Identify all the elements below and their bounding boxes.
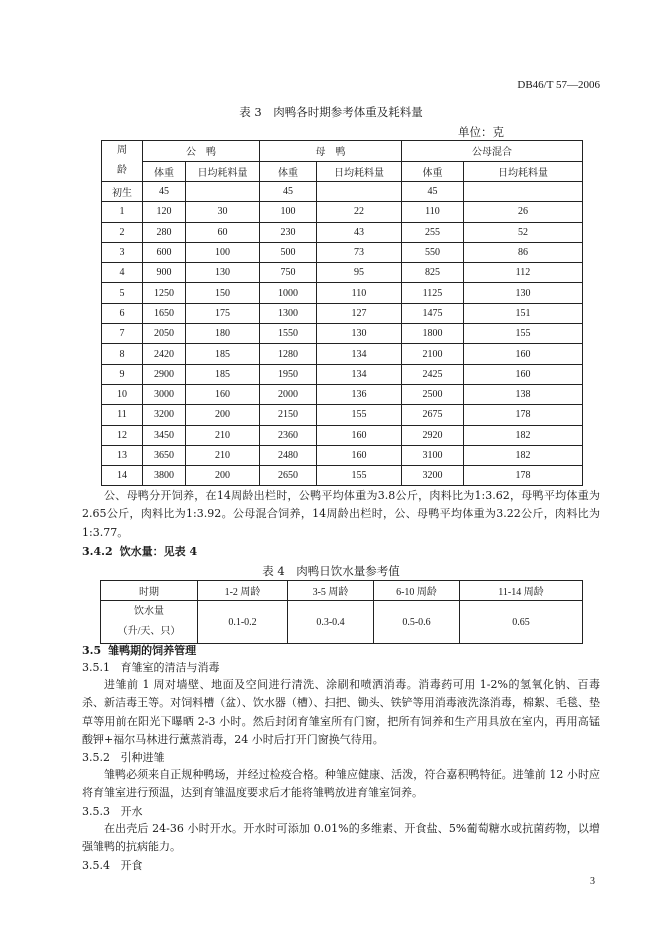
cell-mixed-weight: 1475 [402, 303, 464, 323]
heading-3-5-1-text: 育雏室的清洁与消毒 [120, 661, 220, 674]
table-3-row [102, 222, 583, 242]
sub-header-male-weight: 体重 [143, 161, 186, 182]
cell-mixed-weight: 255 [402, 222, 464, 242]
cell-female-weight: 1000 [260, 283, 317, 303]
table-4 [100, 580, 583, 644]
cell-week: 8 [102, 344, 143, 364]
heading-3-5 [82, 642, 196, 658]
cell-female-weight: 2360 [260, 425, 317, 445]
cell-male-feed: 210 [186, 425, 260, 445]
cell-male-feed: 200 [186, 466, 260, 486]
cell-female-weight: 45 [260, 182, 317, 202]
sub-header-female-feed: 日均耗料量 [317, 161, 402, 182]
table-3-row [102, 445, 583, 465]
cell-male-weight: 3650 [143, 445, 186, 465]
cell-week: 9 [102, 364, 143, 384]
cell-female-feed: 134 [317, 364, 402, 384]
cell-male-weight: 2050 [143, 324, 186, 344]
heading-3-5-3-number: 3.5.3 [82, 805, 110, 818]
table-3-row [102, 384, 583, 404]
cell-female-feed: 130 [317, 324, 402, 344]
paragraph-first-water: 在出壳后 24-36 小时开水。开水时可添加 0.01%的多维素、开食盐、5%葡萄糖水或抗菌药物，以增强雏鸭的抗病能力。 [82, 822, 600, 854]
cell-male-weight: 3000 [143, 384, 186, 404]
cell-week: 1 [102, 202, 143, 222]
table-4-value-3: 0.5-0.6 [374, 601, 460, 644]
cell-male-feed: 175 [186, 303, 260, 323]
cell-week: 7 [102, 324, 143, 344]
cell-male-feed: 180 [186, 324, 260, 344]
cell-female-feed: 110 [317, 283, 402, 303]
cell-week: 3 [102, 242, 143, 262]
cell-female-feed: 160 [317, 425, 402, 445]
table-4-row-label-line-2: （升/天、只） [117, 626, 181, 637]
cell-female-feed: 95 [317, 263, 402, 283]
cell-male-feed: 160 [186, 384, 260, 404]
cell-female-weight: 2000 [260, 384, 317, 404]
cell-female-feed: 160 [317, 445, 402, 465]
week-header-char-1: 周 [117, 145, 127, 156]
cell-female-weight: 230 [260, 222, 317, 242]
cell-female-weight: 500 [260, 242, 317, 262]
heading-3-4-2-text: 饮水量：见表 4 [119, 545, 198, 558]
table-3-row [102, 466, 583, 486]
cell-mixed-weight: 2920 [402, 425, 464, 445]
cell-female-weight: 2150 [260, 405, 317, 425]
cell-female-feed: 22 [317, 202, 402, 222]
table-4-value-2: 0.3-0.4 [288, 601, 374, 644]
cell-female-weight: 1950 [260, 364, 317, 384]
cell-male-feed: 185 [186, 364, 260, 384]
cell-week: 12 [102, 425, 143, 445]
table-3-row [102, 202, 583, 222]
cell-week: 2 [102, 222, 143, 242]
cell-female-weight: 2650 [260, 466, 317, 486]
cell-mixed-feed: 160 [464, 364, 583, 384]
heading-3-5-number: 3.5 [82, 644, 102, 657]
heading-3-5-1-number: 3.5.1 [82, 661, 110, 674]
cell-mixed-feed: 138 [464, 384, 583, 404]
sub-header-female-weight: 体重 [260, 161, 317, 182]
cell-week: 初生 [102, 182, 143, 202]
heading-3-5-4-text: 开食 [120, 859, 143, 872]
heading-3-5-3 [82, 803, 143, 819]
paragraph-disinfection: 进雏前 1 周对墙壁、地面及空间进行清洗、涂刷和喷洒消毒。消毒药可用 1-2%的氢氧化钠、百毒杀、新洁毒王等。对饲料槽（盆）、饮水器（槽）、扫把、锄头、铁铲等用消毒液洗涤消毒，棉絮、毛毯、垫草等用前在阳光下曝晒 2-3 小时。然后封闭育雏室所有门窗，把所有饲养和生产用具放在室内，再用高锰酸钾+福尔马林进行薰蒸消毒，24 小时后打开门窗换气待用。 [82, 678, 600, 746]
heading-3-4-2 [82, 543, 197, 559]
table-3-unit: 单位：克 [458, 125, 504, 139]
cell-male-weight: 3450 [143, 425, 186, 445]
cell-male-weight: 45 [143, 182, 186, 202]
table-4-period-header: 时期 [101, 581, 198, 601]
cell-week: 4 [102, 263, 143, 283]
cell-female-weight: 1300 [260, 303, 317, 323]
cell-male-weight: 2900 [143, 364, 186, 384]
cell-mixed-feed: 182 [464, 425, 583, 445]
table-4-title: 表 4 肉鸭日饮水量参考值 [262, 564, 400, 578]
table-4-period-4: 11-14 周龄 [460, 581, 583, 601]
paragraph-introducing-ducklings: 雏鸭必须来自正规种鸭场，并经过检疫合格。种雏应健康、活泼，符合嘉积鸭特征。进雏前 12 小时应将育雏室进行预温，达到育雏温度要求后才能将雏鸭放进育雏室饲养。 [82, 768, 600, 800]
table-3-row [102, 344, 583, 364]
table-3-row [102, 303, 583, 323]
cell-mixed-feed: 130 [464, 283, 583, 303]
table-3-row [102, 263, 583, 283]
cell-male-weight: 900 [143, 263, 186, 283]
cell-week: 6 [102, 303, 143, 323]
cell-female-feed: 73 [317, 242, 402, 262]
cell-mixed-feed: 155 [464, 324, 583, 344]
group-header-male: 公 鸭 [143, 141, 260, 162]
table-3-row [102, 425, 583, 445]
cell-mixed-feed: 26 [464, 202, 583, 222]
cell-mixed-weight: 1800 [402, 324, 464, 344]
cell-mixed-weight: 2675 [402, 405, 464, 425]
group-header-female: 母 鸭 [260, 141, 402, 162]
cell-mixed-feed: 112 [464, 263, 583, 283]
table-4-row-label-line-1: 饮水量 [134, 606, 164, 617]
cell-mixed-weight: 550 [402, 242, 464, 262]
cell-female-weight: 100 [260, 202, 317, 222]
week-header-char-2: 龄 [117, 165, 127, 176]
heading-3-5-2 [82, 749, 165, 765]
cell-mixed-weight: 3100 [402, 445, 464, 465]
table-3-row [102, 405, 583, 425]
cell-female-feed: 43 [317, 222, 402, 242]
cell-female-feed: 127 [317, 303, 402, 323]
cell-male-feed [186, 182, 260, 202]
table-3-title: 表 3 肉鸭各时期参考体重及耗料量 [239, 105, 423, 119]
table-4-value-1: 0.1-0.2 [198, 601, 288, 644]
cell-male-weight: 120 [143, 202, 186, 222]
table-4-row-label [101, 601, 198, 644]
cell-week: 14 [102, 466, 143, 486]
cell-week: 11 [102, 405, 143, 425]
cell-female-weight: 2480 [260, 445, 317, 465]
cell-male-weight: 2420 [143, 344, 186, 364]
heading-3-5-2-number: 3.5.2 [82, 751, 110, 764]
cell-male-feed: 210 [186, 445, 260, 465]
cell-female-feed [317, 182, 402, 202]
cell-female-weight: 750 [260, 263, 317, 283]
cell-female-feed: 134 [317, 344, 402, 364]
cell-mixed-feed: 86 [464, 242, 583, 262]
heading-3-5-4 [82, 857, 143, 873]
cell-female-weight: 1280 [260, 344, 317, 364]
cell-male-weight: 1250 [143, 283, 186, 303]
cell-male-weight: 3800 [143, 466, 186, 486]
table-3-week-header [102, 141, 143, 182]
cell-mixed-feed: 160 [464, 344, 583, 364]
cell-mixed-feed: 52 [464, 222, 583, 242]
sub-header-mixed-feed: 日均耗料量 [464, 161, 583, 182]
table-4-period-1: 1-2 周龄 [198, 581, 288, 601]
cell-male-weight: 280 [143, 222, 186, 242]
cell-male-feed: 100 [186, 242, 260, 262]
heading-3-5-3-text: 开水 [120, 805, 143, 818]
heading-3-5-2-text: 引种进雏 [120, 751, 165, 764]
cell-male-weight: 1650 [143, 303, 186, 323]
cell-mixed-feed: 178 [464, 405, 583, 425]
cell-mixed-weight: 2425 [402, 364, 464, 384]
heading-3-5-4-number: 3.5.4 [82, 859, 110, 872]
heading-3-4-2-number: 3.4.2 [82, 545, 113, 558]
cell-mixed-weight: 1125 [402, 283, 464, 303]
table-3-row [102, 242, 583, 262]
table-3-body [102, 182, 583, 486]
cell-male-feed: 200 [186, 405, 260, 425]
cell-male-weight: 600 [143, 242, 186, 262]
page-number: 3 [590, 876, 595, 887]
cell-female-weight: 1550 [260, 324, 317, 344]
cell-mixed-weight: 110 [402, 202, 464, 222]
cell-female-feed: 155 [317, 466, 402, 486]
heading-3-5-text: 雏鸭期的饲养管理 [108, 644, 197, 657]
cell-female-feed: 155 [317, 405, 402, 425]
cell-mixed-weight: 2100 [402, 344, 464, 364]
table-3 [101, 140, 583, 486]
cell-male-feed: 30 [186, 202, 260, 222]
heading-3-5-1 [82, 659, 220, 675]
cell-mixed-weight: 45 [402, 182, 464, 202]
paragraph-feeding-summary: 公、母鸭分开饲养，在14周龄出栏时，公鸭平均体重为3.8公斤，肉料比为1:3.62，母鸭平均体重为2.65公斤，肉料比为1:3.92。公母混合饲养，14周龄出栏时，公、母鸭平均体重为3.22公斤，肉料比为1:3.77。 [82, 489, 600, 539]
cell-mixed-feed [464, 182, 583, 202]
sub-header-mixed-weight: 体重 [402, 161, 464, 182]
cell-week: 5 [102, 283, 143, 303]
cell-mixed-feed: 151 [464, 303, 583, 323]
cell-mixed-feed: 182 [464, 445, 583, 465]
table-3-row [102, 324, 583, 344]
cell-mixed-weight: 825 [402, 263, 464, 283]
cell-mixed-feed: 178 [464, 466, 583, 486]
cell-week: 13 [102, 445, 143, 465]
cell-male-feed: 185 [186, 344, 260, 364]
cell-mixed-weight: 3200 [402, 466, 464, 486]
table-3-row [102, 283, 583, 303]
sub-header-male-feed: 日均耗料量 [186, 161, 260, 182]
table-4-period-3: 6-10 周龄 [374, 581, 460, 601]
table-4-period-2: 3-5 周龄 [288, 581, 374, 601]
cell-male-weight: 3200 [143, 405, 186, 425]
document-code: DB46/T 57—2006 [517, 79, 600, 91]
cell-male-feed: 150 [186, 283, 260, 303]
table-3-row [102, 182, 583, 202]
cell-mixed-weight: 2500 [402, 384, 464, 404]
table-3-row [102, 364, 583, 384]
table-4-value-4: 0.65 [460, 601, 583, 644]
cell-male-feed: 130 [186, 263, 260, 283]
cell-male-feed: 60 [186, 222, 260, 242]
group-header-mixed: 公母混合 [402, 141, 583, 162]
cell-female-feed: 136 [317, 384, 402, 404]
cell-week: 10 [102, 384, 143, 404]
